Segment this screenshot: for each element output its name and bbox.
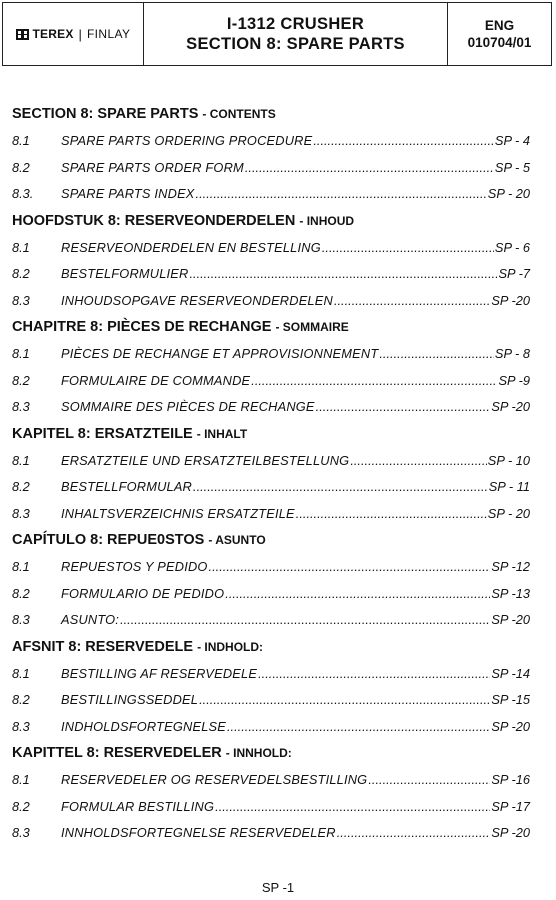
entry-page: SP -20 (491, 292, 530, 308)
entry-title: FORMULAIRE DE COMMANDE (61, 372, 251, 388)
entry-page: SP -16 (491, 772, 530, 787)
toc-entry[interactable] (12, 368, 530, 395)
toc-entry[interactable] (12, 714, 530, 741)
toc-entry[interactable] (12, 394, 530, 421)
toc-entry[interactable] (12, 288, 530, 315)
entry-page: SP -9 (498, 372, 530, 388)
toc-entry[interactable] (12, 767, 530, 794)
toc-entry[interactable] (12, 661, 530, 688)
doc-number: 010704/01 (467, 35, 532, 50)
entry-title: BESTELFORMULIER (61, 266, 189, 281)
entry-number: 8.3 (12, 612, 30, 627)
logo-separator: | (78, 26, 82, 42)
entry-title: SOMMAIRE DES PIÈCES DE RECHANGE (61, 399, 315, 414)
entry-page: SP -17 (491, 798, 530, 814)
entry-title: INHALTSVERZEICHNIS ERSATZTEILE (61, 505, 295, 521)
section-heading (12, 740, 530, 767)
entry-page: SP - 5 (494, 159, 530, 175)
dot-leader (313, 128, 494, 155)
entry-page: SP -15 (491, 692, 530, 707)
entry-title: FORMULAR BESTILLING (61, 798, 215, 814)
entry-page: SP -20 (491, 718, 530, 734)
dot-leader (199, 687, 490, 714)
section-heading (12, 634, 530, 661)
document-title (144, 3, 448, 65)
logo-brand-text: TEREX (32, 27, 74, 41)
toc-entry[interactable] (12, 181, 530, 208)
entry-number: 8.2 (12, 798, 30, 814)
entry-page: SP -20 (491, 612, 530, 627)
entry-page: SP - 20 (487, 505, 530, 521)
dot-leader (296, 501, 487, 528)
entry-number: 8.1 (12, 772, 30, 787)
section-heading (12, 421, 530, 448)
entry-title: SPARE PARTS ORDER FORM (61, 159, 244, 175)
entry-number: 8.1 (12, 559, 30, 574)
entry-title: BESTILLINGSSEDDEL (61, 692, 199, 707)
section-heading (12, 101, 530, 128)
toc-entry[interactable] (12, 448, 530, 475)
entry-title: RESERVEONDERDELEN EN BESTELLING (61, 239, 321, 255)
entry-page: SP -13 (491, 585, 530, 601)
section-heading (12, 527, 530, 554)
toc-entry[interactable] (12, 235, 530, 262)
entry-page: SP - 10 (487, 452, 530, 468)
entry-title: ERSATZTEILE UND ERSATZTEILBESTELLUNG (61, 452, 350, 468)
toc-entry[interactable] (12, 820, 530, 847)
toc-entry[interactable] (12, 794, 530, 821)
dot-leader (258, 661, 490, 688)
dot-leader (245, 155, 494, 182)
entry-number: 8.1 (12, 239, 30, 255)
dot-leader (379, 341, 494, 368)
table-of-contents (12, 101, 530, 847)
entry-number: 8.1 (12, 346, 30, 361)
dot-leader (251, 368, 497, 395)
entry-number: 8.2 (12, 159, 30, 175)
dot-leader (120, 607, 490, 634)
section-title: CHAPITRE 8: PIÈCES DE RECHANGE (12, 319, 272, 335)
entry-title: FORMULARIO DE PEDIDO (61, 585, 225, 601)
entry-page: SP - 11 (488, 479, 530, 494)
entry-page: SP -7 (498, 266, 530, 281)
section-subtitle: - INNHOLD: (225, 746, 292, 760)
section-subtitle: - ASUNTO (208, 533, 266, 547)
section-subtitle: - SOMMAIRE (275, 320, 349, 334)
entry-number: 8.1 (12, 452, 30, 468)
entry-title: SPARE PARTS ORDERING PROCEDURE (61, 133, 313, 148)
entry-number: 8.2 (12, 266, 30, 281)
logo-sub-text: FINLAY (86, 27, 131, 41)
entry-title: RESERVEDELER OG RESERVEDELSBESTILLING (61, 772, 368, 787)
entry-title: INNHOLDSFORTEGNELSE RESERVEDELER (61, 825, 336, 840)
document-code (448, 3, 551, 65)
page-header (2, 2, 552, 66)
entry-title: BESTILLING AF RESERVEDELE (61, 665, 258, 681)
entry-number: 8.3 (12, 399, 30, 414)
section-title: KAPITEL 8: ERSATZTEILE (12, 425, 193, 442)
entry-number: 8.2 (12, 479, 30, 494)
entry-number: 8.2 (12, 692, 30, 707)
entry-number: 8.3 (12, 718, 30, 734)
entry-page: SP -20 (491, 825, 530, 840)
dot-leader (209, 554, 491, 581)
dot-leader (350, 448, 486, 475)
dot-leader (196, 181, 487, 208)
dot-leader (225, 581, 490, 608)
dot-leader (316, 394, 491, 421)
entry-page: SP -20 (491, 399, 530, 414)
entry-title: BESTELLFORMULAR (61, 479, 193, 494)
entry-page: SP -12 (491, 559, 530, 574)
section-subtitle: - INHALT (196, 426, 248, 441)
toc-entry[interactable] (12, 687, 530, 714)
title-line-2: SECTION 8: SPARE PARTS (186, 35, 405, 53)
toc-entry[interactable] (12, 474, 530, 501)
section-subtitle: - INDHOLD: (197, 639, 264, 654)
dot-leader (322, 235, 494, 262)
section-heading (12, 314, 530, 341)
entry-number: 8.2 (12, 372, 30, 388)
toc-entry[interactable] (12, 554, 530, 581)
entry-page: SP - 20 (487, 186, 530, 201)
toc-entry[interactable] (12, 581, 530, 608)
entry-title: INDHOLDSFORTEGNELSE (61, 718, 226, 734)
toc-entry[interactable] (12, 501, 530, 528)
entry-number: 8.1 (12, 665, 30, 681)
dot-leader (189, 261, 497, 288)
section-subtitle: - INHOUD (299, 213, 355, 228)
section-title: KAPITTEL 8: RESERVEDELER (12, 745, 222, 761)
dot-leader (368, 767, 490, 794)
toc-entry[interactable] (12, 261, 530, 288)
page-number: SP -1 (261, 880, 295, 895)
entry-number: 8.2 (12, 585, 30, 601)
section-title: CAPÍTULO 8: REPUE0STOS (12, 532, 205, 548)
entry-page: SP -14 (491, 665, 530, 681)
entry-title: REPUESTOS Y PEDIDO (61, 559, 208, 574)
entry-title: ASUNTO: (61, 612, 120, 627)
terex-logo-icon (16, 29, 29, 40)
dot-leader (227, 714, 490, 741)
entry-page: SP - 6 (494, 239, 530, 255)
dot-leader (215, 794, 490, 821)
section-heading (12, 208, 530, 235)
entry-title: SPARE PARTS INDEX (61, 186, 195, 201)
entry-number: 8.3 (12, 505, 30, 521)
dot-leader (337, 820, 491, 847)
language-code: ENG (484, 18, 515, 33)
brand-logo (3, 3, 144, 65)
entry-number: 8.3 (12, 292, 30, 308)
page-footer (0, 880, 556, 895)
entry-title: PIÈCES DE RECHANGE ET APPROVISIONNEMENT (61, 346, 379, 361)
section-title: SECTION 8: SPARE PARTS (12, 106, 199, 122)
toc-entry[interactable] (12, 155, 530, 182)
section-subtitle: - CONTENTS (202, 107, 276, 121)
entry-title: INHOUDSOPGAVE RESERVEONDERDELEN (61, 292, 333, 308)
toc-entry[interactable] (12, 128, 530, 155)
dot-leader (193, 474, 488, 501)
section-title: AFSNIT 8: RESERVEDELE (12, 638, 194, 655)
entry-number: 8.1 (12, 133, 30, 148)
dot-leader (334, 288, 490, 315)
entry-number: 8.3. (12, 186, 34, 201)
entry-page: SP - 4 (494, 133, 530, 148)
entry-page: SP - 8 (494, 346, 530, 361)
toc-entry[interactable] (12, 341, 530, 368)
entry-number: 8.3 (12, 825, 30, 840)
section-title: HOOFDSTUK 8: RESERVEONDERDELEN (12, 212, 296, 229)
title-line-1: I-1312 CRUSHER (226, 15, 365, 33)
toc-entry[interactable] (12, 607, 530, 634)
